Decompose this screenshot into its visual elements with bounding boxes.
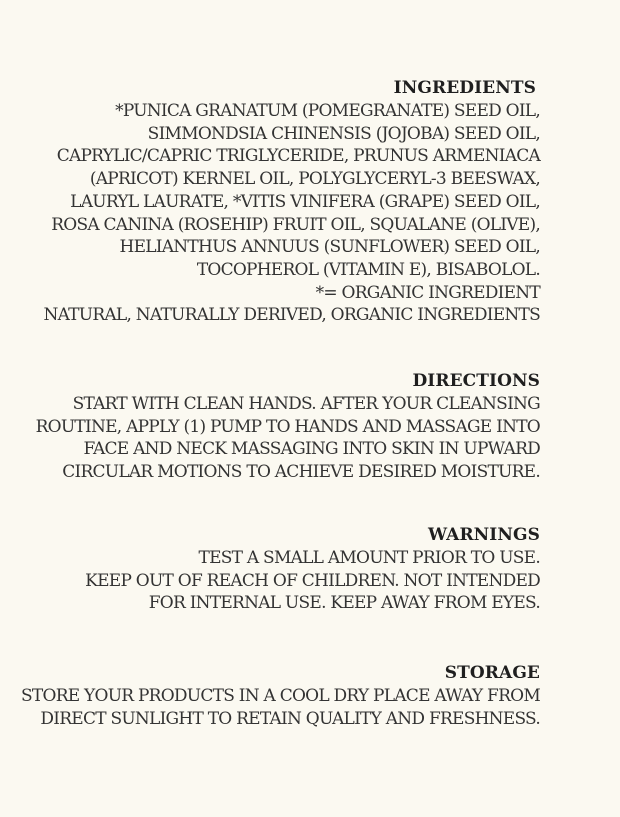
storage-heading: STORAGE <box>444 663 540 683</box>
ingredients-origin-note: NATURAL, NATURALLY DERIVED, ORGANIC INGREDIENTS <box>43 305 540 326</box>
ingredients-line: ROSA CANINA (ROSEHIP) FRUIT OIL, SQUALANE (OLIVE), <box>51 214 540 235</box>
storage-line: STORE YOUR PRODUCTS IN A COOL DRY PLACE AWAY FROM <box>21 686 540 706</box>
warnings-section <box>85 524 540 615</box>
ingredients-line: HELIANTHUS ANNUUS (SUNFLOWER) SEED OIL, <box>119 237 540 258</box>
directions-heading: DIRECTIONS <box>412 371 540 391</box>
directions-line: CIRCULAR MOTIONS TO ACHIEVE DESIRED MOISTURE. <box>62 462 540 483</box>
organic-ingredient-note: *= ORGANIC INGREDIENT <box>315 282 540 303</box>
directions-section <box>36 370 540 484</box>
directions-line: START WITH CLEAN HANDS. AFTER YOUR CLEANSING <box>72 394 540 414</box>
warnings-line: TEST A SMALL AMOUNT PRIOR TO USE. <box>198 548 540 568</box>
storage-section <box>21 662 540 730</box>
ingredients-line: CAPRYLIC/CAPRIC TRIGLYCERIDE, PRUNUS ARMENIACA <box>56 146 540 167</box>
warnings-line: KEEP OUT OF REACH OF CHILDREN. NOT INTENDED <box>85 570 540 591</box>
ingredients-line: *PUNICA GRANATUM (POMEGRANATE) SEED OIL, <box>115 101 540 121</box>
warnings-line: FOR INTERNAL USE. KEEP AWAY FROM EYES. <box>148 593 540 614</box>
directions-line: ROUTINE, APPLY (1) PUMP TO HANDS AND MASSAGE INTO <box>35 416 540 437</box>
directions-line: FACE AND NECK MASSAGING INTO SKIN IN UPWARD <box>83 439 540 460</box>
ingredients-section <box>43 77 540 327</box>
ingredients-line: (APRICOT) KERNEL OIL, POLYGLYCERYL-3 BEESWAX, <box>89 169 540 190</box>
storage-line: DIRECT SUNLIGHT TO RETAIN QUALITY AND FRESHNESS. <box>40 708 540 729</box>
ingredients-line: TOCOPHEROL (VITAMIN E), BISABOLOL. <box>196 259 540 280</box>
warnings-heading: WARNINGS <box>428 525 540 545</box>
ingredients-heading: INGREDIENTS <box>393 78 536 98</box>
ingredients-line: SIMMONDSIA CHINENSIS (JOJOBA) SEED OIL, <box>147 123 540 144</box>
ingredients-line: LAURYL LAURATE, *VITIS VINIFERA (GRAPE) SEED OIL, <box>70 191 540 212</box>
